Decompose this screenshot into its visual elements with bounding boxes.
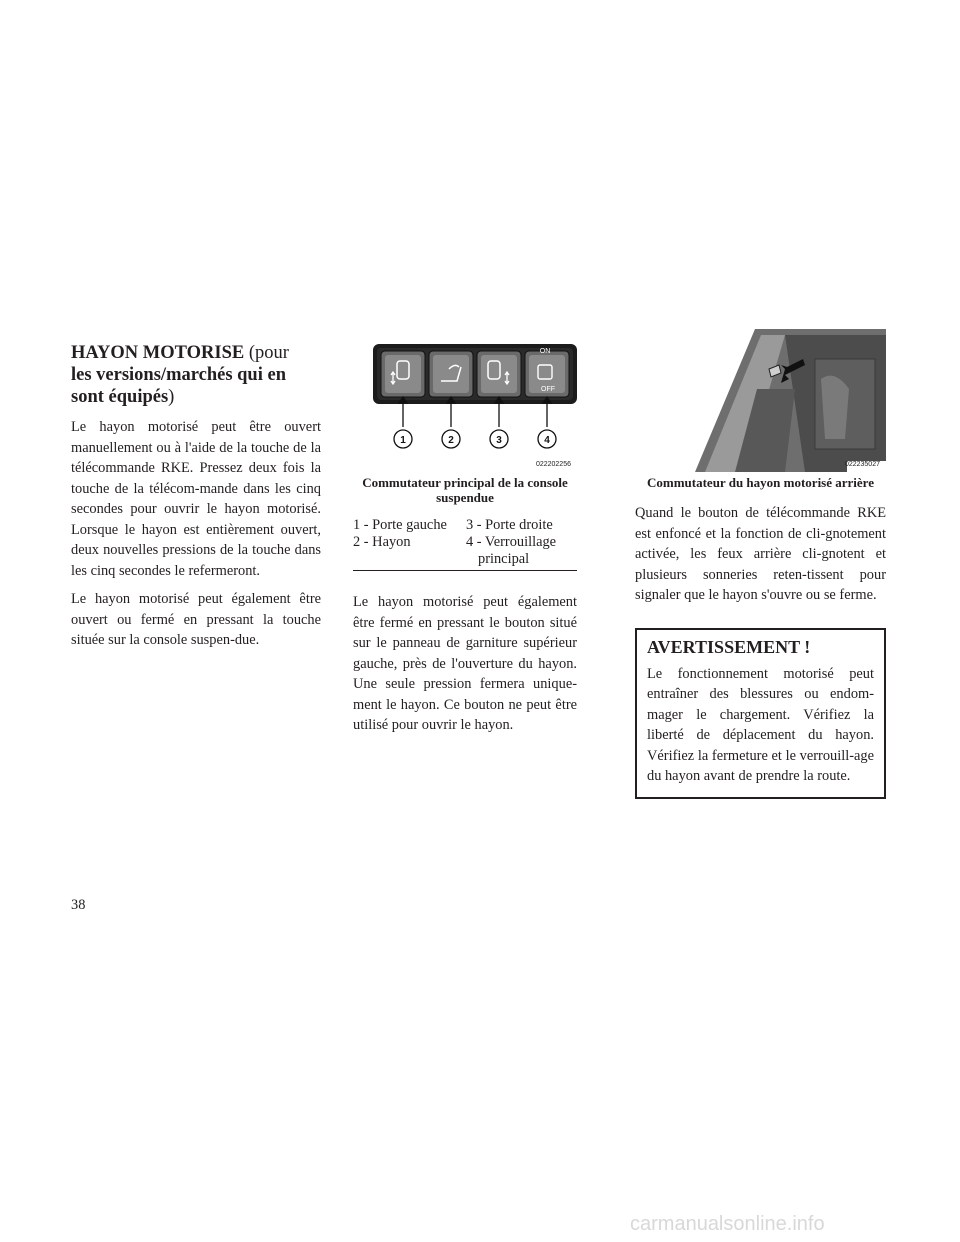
paragraph-rke-open: Le hayon motorisé peut être ouvert manuellement ou à l'aide de la touche de la télécommande RKE. Pressez deux fois la touche de la télécom-mande dans les cinq secondes pour ouvrir le hayon motorisé. Lorsque le hayon est entièrement ouvert, deux nouvelles pressions de la touche dans les cinq secondes le refermeront. xyxy=(71,419,321,579)
figure-id-2: 022235027 xyxy=(844,461,880,468)
paragraph-trim-switch: Le hayon motorisé peut également être fermé en pressant le bouton situé sur le panneau de garniture supérieur gauche, près de l'ouverture du hayon. Une seule pression fermera unique-ment le hayon. Ce bouton ne peut être utilisé pour ouvrir le hayon. xyxy=(353,594,577,733)
section-title xyxy=(71,342,321,408)
liftgate-photo xyxy=(635,329,886,472)
paragraph-console-switch: Le hayon motorisé peut également être ouvert ou fermé en pressant la touche située sur la console suspen-due. xyxy=(71,591,321,648)
warning-title: AVERTISSEMENT ! xyxy=(647,636,811,657)
liftgate-switch-figure xyxy=(635,329,886,472)
legend-table xyxy=(353,517,577,568)
right-door-button xyxy=(477,351,521,397)
callout-3: 3 xyxy=(496,435,502,446)
overhead-console-figure xyxy=(353,329,577,472)
page-number: 38 xyxy=(71,897,86,913)
middle-column xyxy=(353,329,577,736)
switch-off-label: OFF xyxy=(541,386,555,393)
legend-divider xyxy=(353,570,577,571)
title-open-paren: (pour xyxy=(248,343,289,363)
left-column xyxy=(71,342,321,651)
warning-box xyxy=(635,628,886,799)
legend-item-4-line1: 4 - Verrouillage xyxy=(466,534,557,550)
figure-caption: Commutateur principal de la console suspendue xyxy=(362,475,568,505)
watermark: carmanualsonline.info xyxy=(630,1213,825,1235)
title-line-2: les versions/marchés qui en xyxy=(71,365,286,385)
figure-id: 022202256 xyxy=(535,461,571,468)
warning-text: Le fonctionnement motorisé peut entraîner des blessures ou endom-mager le chargement. Vérifiez la liberté de déplacement du hayon. Vérifiez la fermeture et le verrouill-age du hayon avant de prendre la route. xyxy=(647,665,874,784)
master-lockout-button xyxy=(525,348,569,397)
paragraph-flash-chime: Quand le bouton de télécommande RKE est enfoncé et la fonction de cli-gnotement activée, les feux arrière cli-gnotent et plusieurs sonneries reten-tissent pour signaler que le hayon s'ouvre ou se ferme. xyxy=(635,505,886,603)
legend-item-4-line2: principal xyxy=(478,551,530,567)
callout-4: 4 xyxy=(544,435,550,446)
title-close-paren: ) xyxy=(168,387,175,407)
callout-2: 2 xyxy=(448,435,454,446)
title-line-3: sont équipés xyxy=(71,387,169,407)
figure-caption-2: Commutateur du hayon motorisé arrière xyxy=(647,475,874,490)
right-column xyxy=(635,329,886,799)
switch-on-label: ON xyxy=(539,348,551,355)
legend-item-3: 3 - Porte droite xyxy=(466,517,553,533)
title-bold: HAYON MOTORISE xyxy=(71,343,245,363)
left-door-button xyxy=(381,351,425,397)
callout-1: 1 xyxy=(400,435,406,446)
legend-item-1: 1 - Porte gauche xyxy=(353,517,447,533)
overhead-console-illustration xyxy=(353,329,577,472)
liftgate-button xyxy=(429,351,473,397)
legend-item-2: 2 - Hayon xyxy=(353,534,411,550)
